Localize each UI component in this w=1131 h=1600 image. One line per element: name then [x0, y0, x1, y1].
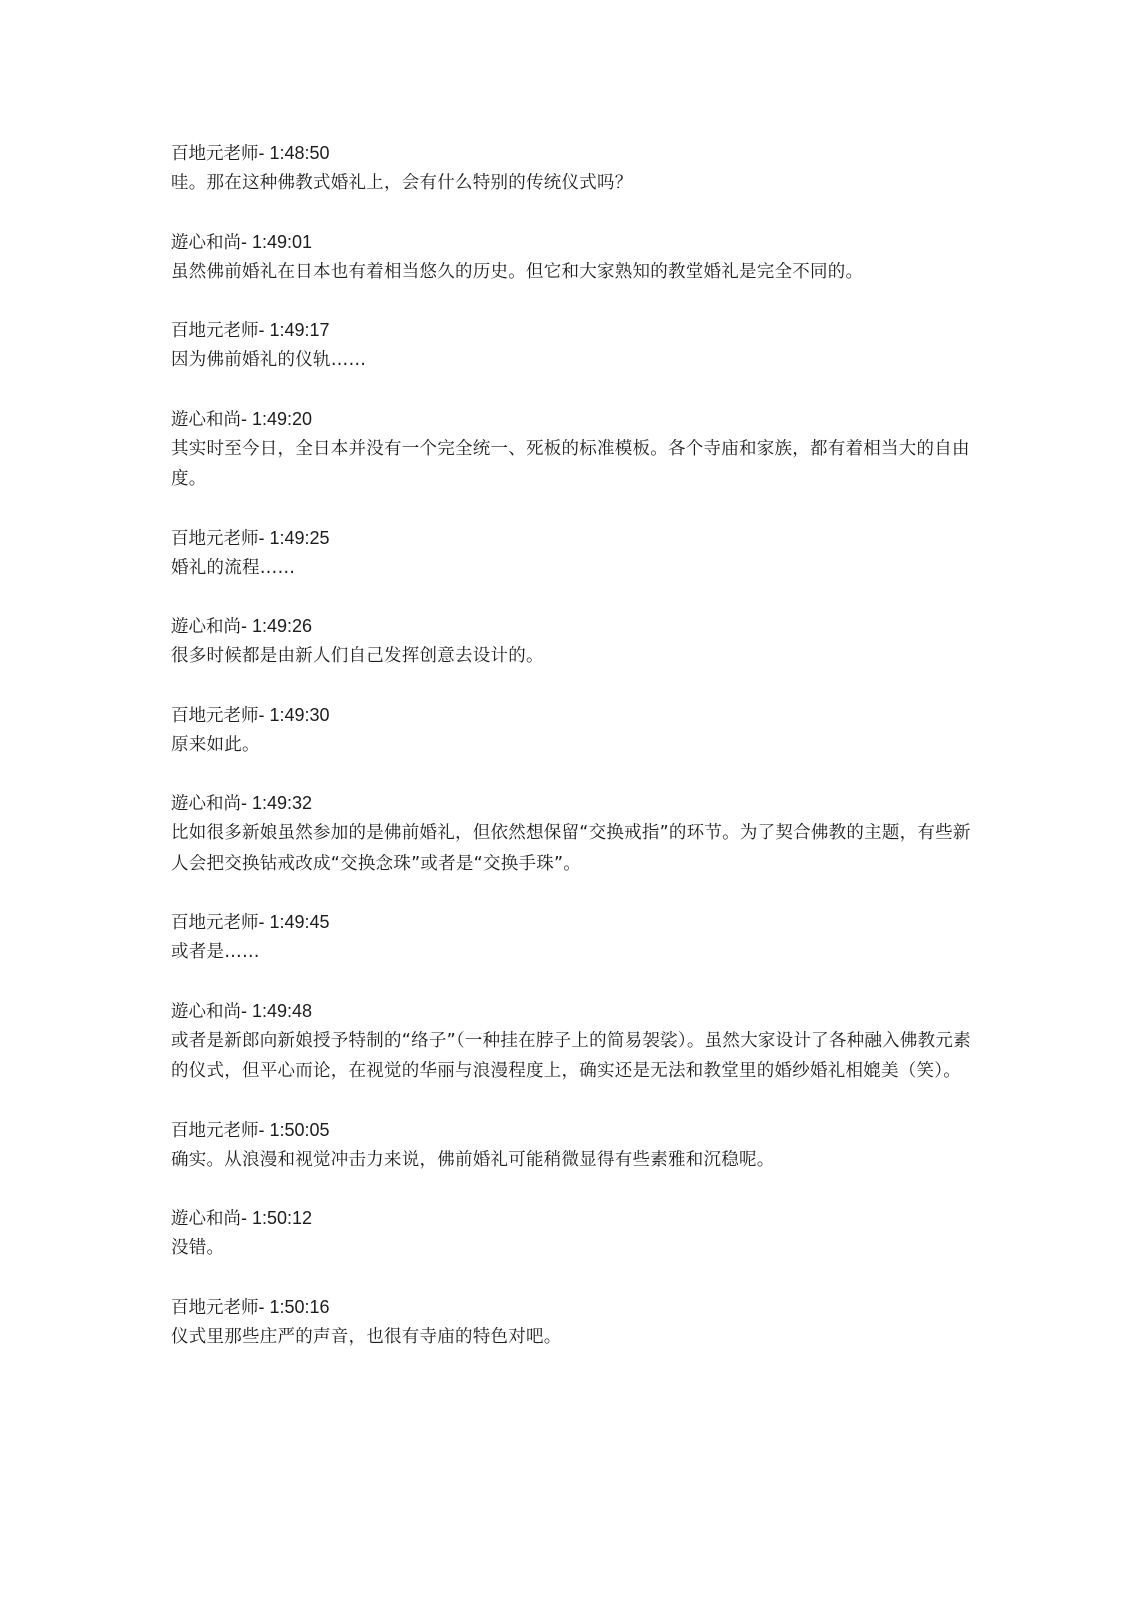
entry-header: 遊心和尚- 1:50:12 — [171, 1208, 313, 1229]
transcript-entry — [171, 997, 971, 1087]
timestamp: 1:49:17 — [269, 320, 330, 340]
entry-text: 哇。那在这种佛教式婚礼上，会有什么特别的传统仪式吗？ — [171, 173, 633, 193]
timestamp: 1:50:05 — [269, 1119, 330, 1140]
transcript — [171, 139, 971, 1381]
entry-header: 遊心和尚- 1:49:01 — [171, 231, 313, 253]
entry-text: 没错。 — [171, 1238, 225, 1258]
entry-header: 百地元老师- 1:48:50 — [171, 143, 330, 164]
entry-header: 遊心和尚- 1:49:32 — [171, 793, 313, 814]
speaker-name: 百地元老师 — [171, 705, 259, 726]
transcript-entry — [171, 789, 971, 879]
entry-header: 百地元老师- 1:50:05 — [171, 1119, 330, 1141]
transcript-entry — [171, 1293, 971, 1353]
transcript-entry — [171, 228, 971, 288]
entry-text: 确实。从浪漫和视觉冲击力来说，佛前婚礼可能稍微显得有些素雅和沉稳呢。 — [171, 1149, 775, 1170]
entry-header: 百地元老师- 1:49:30 — [171, 704, 330, 726]
transcript-entry — [171, 612, 971, 672]
timestamp: 1:49:30 — [269, 704, 330, 725]
timestamp: 1:49:01 — [252, 231, 313, 252]
timestamp: 1:49:26 — [252, 616, 313, 636]
speaker-name: 遊心和尚 — [171, 1209, 241, 1229]
transcript-entry — [171, 908, 971, 968]
speaker-name: 百地元老师 — [171, 1120, 259, 1141]
entry-text: 其实时至今日，全日本并没有一个完全统一、死板的标准模板。各个寺庙和家族，都有着相当大的自由度。 — [171, 438, 970, 489]
transcript-entry — [171, 524, 971, 584]
entry-header: 遊心和尚- 1:49:20 — [171, 408, 313, 430]
entry-header: 百地元老师- 1:49:45 — [171, 912, 330, 933]
transcript-entry — [171, 1116, 971, 1176]
entry-header: 百地元老师- 1:49:25 — [171, 527, 330, 549]
timestamp: 1:48:50 — [269, 143, 330, 163]
speaker-name: 百地元老师 — [171, 913, 259, 933]
entry-text: 原来如此。 — [171, 734, 260, 755]
transcript-entry — [171, 701, 971, 761]
transcript-entry — [171, 405, 971, 495]
speaker-name: 遊心和尚 — [171, 1001, 241, 1022]
timestamp: 1:50:12 — [252, 1208, 313, 1228]
speaker-name: 遊心和尚 — [171, 617, 241, 637]
speaker-name: 百地元老师 — [171, 528, 259, 549]
timestamp: 1:49:32 — [252, 793, 313, 813]
speaker-name: 遊心和尚 — [171, 794, 241, 814]
entry-text: 很多时候都是由新人们自己发挥创意去设计的。 — [171, 646, 544, 666]
entry-text: 虽然佛前婚礼在日本也有着相当悠久的历史。但它和大家熟知的教堂婚礼是完全不同的。 — [171, 261, 864, 282]
entry-header: 遊心和尚- 1:49:26 — [171, 616, 313, 637]
entry-text: 或者是…… — [171, 942, 260, 962]
timestamp: 1:49:45 — [269, 912, 330, 932]
speaker-name: 百地元老师 — [171, 1297, 259, 1318]
speaker-name: 百地元老师 — [171, 144, 259, 164]
timestamp: 1:50:16 — [269, 1296, 330, 1317]
entry-text: 仪式里那些庄严的声音，也很有寺庙的特色对吧。 — [171, 1326, 562, 1347]
entry-text: 比如很多新娘虽然参加的是佛前婚礼，但依然想保留“交换戒指”的环节。为了契合佛教的主题，有些新人会把交换钻戒改成“交换念珠”或者是“交换手珠”。 — [171, 823, 971, 874]
timestamp: 1:49:25 — [269, 527, 330, 548]
entry-header: 百地元老师- 1:49:17 — [171, 320, 330, 341]
entry-header: 百地元老师- 1:50:16 — [171, 1296, 330, 1318]
timestamp: 1:49:48 — [252, 1000, 313, 1021]
entry-text: 或者是新郎向新娘授予特制的“络子”（一种挂在脖子上的简易袈裟）。虽然大家设计了各种融入佛教元素的仪式，但平心而论，在视觉的华丽与浪漫程度上，确实还是无法和教堂里的婚纱婚礼相媲美（笑）。 — [171, 1030, 971, 1081]
speaker-name: 遊心和尚 — [171, 409, 241, 430]
transcript-entry — [171, 1204, 971, 1264]
transcript-entry — [171, 316, 971, 376]
entry-header: 遊心和尚- 1:49:48 — [171, 1000, 313, 1022]
entry-text: 因为佛前婚礼的仪轨…… — [171, 350, 367, 370]
entry-text: 婚礼的流程…… — [171, 557, 296, 578]
speaker-name: 遊心和尚 — [171, 232, 241, 253]
timestamp: 1:49:20 — [252, 408, 313, 429]
transcript-entry — [171, 139, 971, 199]
speaker-name: 百地元老师 — [171, 321, 259, 341]
